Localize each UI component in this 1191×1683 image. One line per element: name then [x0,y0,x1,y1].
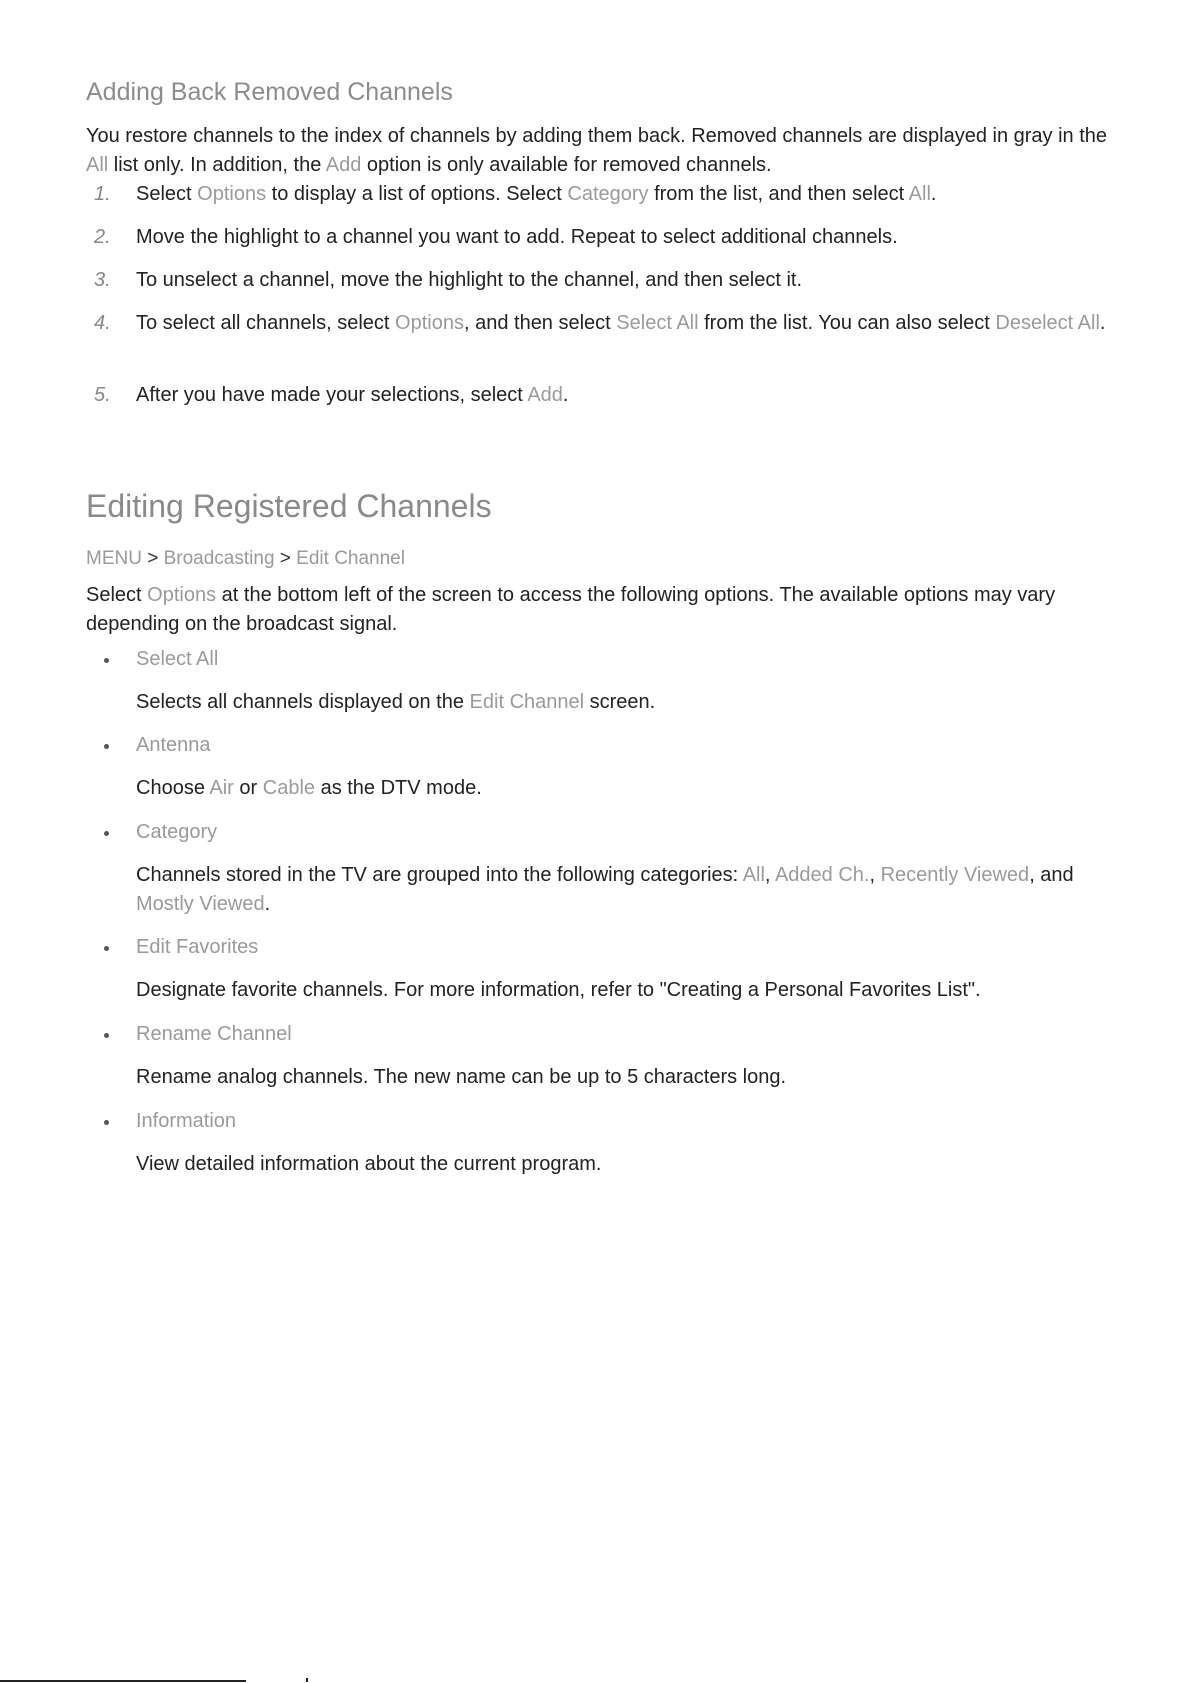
step-text [136,309,1136,338]
text-run: > [274,548,297,569]
text-run: > [141,548,164,569]
text-run: to display a list of options. Select [266,183,568,205]
text-run: Select [86,584,148,606]
bullet [104,831,109,836]
text-run: , and [1029,864,1074,886]
text-run: as the DTV mode. [315,777,482,799]
text-run: , [869,864,881,886]
option-desc [136,1150,1126,1179]
text-run: Selects all channels displayed on the [136,691,470,713]
step-number: 1. [94,183,111,205]
ui-term: Options [197,183,267,205]
text-run: . [264,893,271,915]
text-run: at the bottom left of the screen to access the following options. The available options may vary depending on the broadcast signal. [86,584,1056,635]
ui-term: Add [527,384,563,406]
step-text [136,180,1136,209]
ui-term: Options [395,312,464,334]
ui-term: Edit Channel [296,548,405,569]
option-desc [136,774,1126,803]
step-number: 5. [94,384,111,406]
text-run: . [930,183,937,205]
text-run: . [562,384,569,406]
text-run: , and then select [463,312,617,334]
text-run: or [233,777,263,799]
ui-term: Select All [616,312,699,334]
text-run: screen. [584,691,656,713]
step-text [136,223,1136,252]
step-number: 4. [94,312,111,334]
text-run: from the list, and then select [648,183,909,205]
text-run: To select all channels, select [136,312,396,334]
text-run: View detailed information about the current program. [136,1153,602,1175]
ui-term: Cable [262,777,316,799]
text-run: Designate favorite channels. For more information, refer to "Creating a Personal Favorites List". [136,979,981,1001]
ui-term: Options [147,584,217,606]
text-run: from the list. You can also select [698,312,996,334]
bullet [104,1120,109,1125]
section-title-adding-back: Adding Back Removed Channels [86,78,453,106]
option-desc [136,1063,1126,1092]
section1-intro [86,122,1126,180]
ui-term: All [86,154,109,176]
option-term: Information [136,1110,237,1132]
text-run: Choose [136,777,210,799]
step-text [136,381,1136,410]
option-term: Edit Favorites [136,936,259,958]
bullet [104,744,109,749]
text-run: Channels stored in the TV are grouped into the following categories: [136,864,743,886]
step-text [136,266,1136,295]
ui-term: Add [325,154,362,176]
bullet [104,658,109,663]
breadcrumb [86,548,405,570]
section-title-editing: Editing Registered Channels [86,488,492,524]
option-term: Category [136,821,218,843]
text-run: Rename analog channels. The new name can be up to 5 characters long. [136,1066,787,1088]
footer-rule [0,1680,246,1682]
text-run: To unselect a channel, move the highlight to the channel, and then select it. [136,269,802,291]
ui-term: MENU [86,548,142,569]
text-run: After you have made your selections, select [136,384,528,406]
ui-term: Deselect All [995,312,1100,334]
ui-term: Broadcasting [163,548,275,569]
option-desc [136,976,1126,1005]
ui-term: Air [209,777,234,799]
text-run: Select [136,183,198,205]
section2-intro [86,581,1126,639]
text-run: . [1099,312,1106,334]
ui-term: Mostly Viewed [136,893,265,915]
option-term: Rename Channel [136,1023,292,1045]
step-number: 3. [94,269,111,291]
option-term: Select All [136,648,219,670]
ui-term: Recently Viewed [880,864,1030,886]
option-term: Antenna [136,734,211,756]
ui-term: Added Ch. [774,864,870,886]
footer-tick [306,1678,308,1682]
text-run: , [764,864,775,886]
bullet [104,1033,109,1038]
ui-term: All [908,183,931,205]
ui-term: All [742,864,765,886]
text-run: list only. In addition, the [108,154,326,176]
step-number: 2. [94,226,111,248]
ui-term: Edit Channel [469,691,585,713]
bullet [104,946,109,951]
option-desc [136,688,1126,717]
text-run: option is only available for removed channels. [361,154,772,176]
ui-term: Category [567,183,649,205]
text-run: Move the highlight to a channel you want to add. Repeat to select additional channels. [136,226,898,248]
option-desc [136,861,1126,919]
text-run: You restore channels to the index of channels by adding them back. Removed channels are displayed in gray in the [86,125,1108,147]
